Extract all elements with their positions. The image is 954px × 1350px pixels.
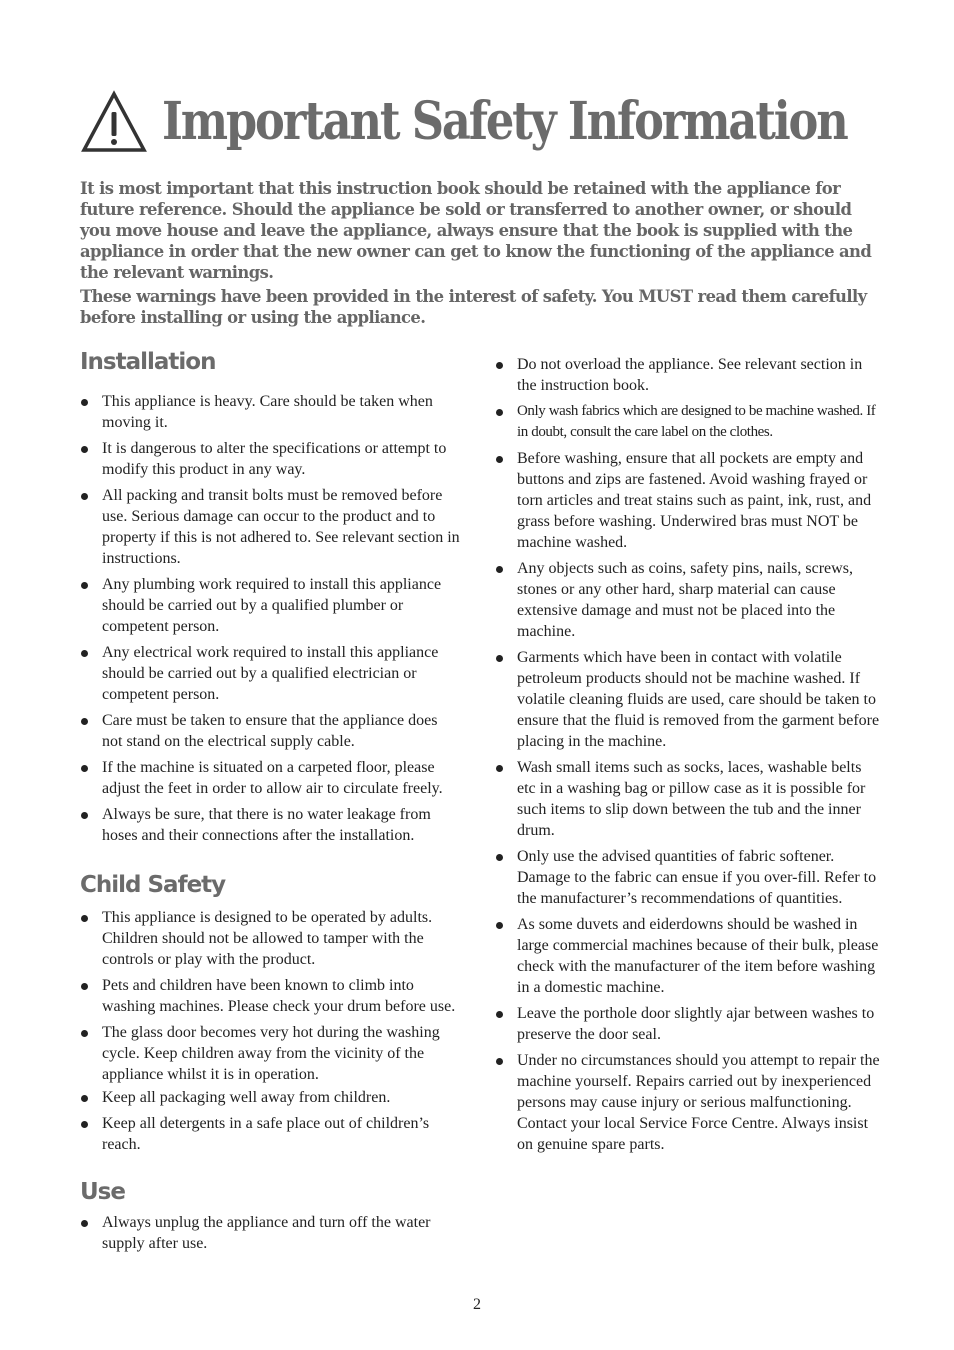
list-item: [495, 846, 880, 909]
list-item-text: Care must be taken to ensure that the appliance does not stand on the electrical supply cable.: [102, 712, 438, 750]
bullet-icon: [496, 1058, 503, 1065]
list-item: [80, 438, 460, 480]
bullet-icon: [81, 915, 88, 922]
bullet-icon: [496, 456, 503, 463]
list-item: [80, 804, 460, 846]
child-safety-list: [80, 907, 460, 1155]
list-item-text: It is dangerous to alter the specifications or attempt to modify this product in any way.: [102, 440, 447, 478]
bullet-icon: [81, 983, 88, 990]
list-item-text: Keep all detergents in a safe place out of children’s reach.: [102, 1115, 430, 1153]
list-item-text: The glass door becomes very hot during the washing cycle. Keep children away from the vicinity of the appliance whilst it is in operation.: [102, 1024, 440, 1083]
page-title: Important Safety Information: [162, 90, 847, 152]
intro-paragraph: It is most important that this instruction book should be retained with the appliance for future reference. Should the appliance be sold or transferred to another owner, or should you move house and leave the appliance, always ensure that the book is supplied with the appliance in order that the new owner can get to know the functioning of the appliance and the relevant warnings.: [80, 179, 872, 282]
list-item-text: If the machine is situated on a carpeted floor, please adjust the feet in order to allow air to circulate freely.: [102, 759, 443, 797]
installation-list: [80, 391, 460, 846]
bullet-icon: [496, 566, 503, 573]
list-item: [80, 710, 460, 752]
bullet-icon: [81, 1095, 88, 1102]
bullet-icon: [496, 362, 503, 369]
list-item-text: Always unplug the appliance and turn off the water supply after use.: [102, 1214, 431, 1252]
list-item-text: Leave the porthole door slightly ajar between washes to preserve the door seal.: [517, 1005, 875, 1043]
bullet-icon: [81, 1121, 88, 1128]
list-item: [80, 1212, 460, 1254]
list-item: [80, 1022, 460, 1085]
bullet-icon: [81, 812, 88, 819]
list-item: [80, 642, 460, 705]
list-item: [80, 391, 460, 433]
section-heading-installation: Installation: [80, 349, 216, 375]
list-item: [495, 914, 880, 998]
use-list-part-2: [495, 354, 880, 1155]
list-item: [495, 1050, 880, 1155]
list-item-text: Wash small items such as socks, laces, washable belts etc in a washing bag or pillow case as it is possible for such items to slip down between the tub and the inner drum.: [517, 759, 866, 839]
right-column: [495, 354, 880, 1160]
page-number: 2: [473, 1296, 481, 1313]
list-item-text: Before washing, ensure that all pockets are empty and buttons and zips are fastened. Avoid washing frayed or torn articles and treat stains such as paint, ink, rust, and grass before washing. Underwired bras must NOT be machine washed.: [517, 450, 872, 551]
bullet-icon: [81, 582, 88, 589]
bullet-icon: [496, 854, 503, 861]
list-item-text: Any objects such as coins, safety pins, nails, screws, stones or any other hard, sharp material can cause extensive damage and must not be placed into the machine.: [517, 560, 853, 640]
bullet-icon: [81, 493, 88, 500]
list-item: [80, 975, 460, 1017]
list-item-text: Any electrical work required to install this appliance should be carried out by a qualified electrician or competent person.: [102, 644, 439, 703]
bullet-icon: [496, 1011, 503, 1018]
bullet-icon: [81, 765, 88, 772]
warning-triangle-icon: [80, 88, 148, 154]
list-item: [495, 558, 880, 642]
bullet-icon: [496, 765, 503, 772]
list-item-text: This appliance is heavy. Care should be taken when moving it.: [102, 393, 433, 431]
list-item: [495, 401, 880, 443]
list-item-text: Under no circumstances should you attempt to repair the machine yourself. Repairs carried out by inexperienced persons may cause injury or serious malfunctioning. Contact your local Service Force Centre. Always insist on genuine spare parts.: [517, 1052, 880, 1153]
list-item-text: As some duvets and eiderdowns should be washed in large commercial machines because of their bulk, please check with the manufacturer of the item before washing in a domestic machine.: [517, 916, 879, 996]
list-item: [495, 1003, 880, 1045]
list-item-text: Any plumbing work required to install this appliance should be carried out by a qualified plumber or competent person.: [102, 576, 442, 635]
list-item-text: Garments which have been in contact with volatile petroleum products should not be machine washed. If volatile cleaning fluids are used, care should be taken to ensure that the fluid is removed from the garment before placing in the machine.: [517, 649, 880, 750]
bullet-icon: [81, 650, 88, 657]
list-item-text: Pets and children have been known to climb into washing machines. Please check your drum before use.: [102, 977, 456, 1015]
list-item: [495, 647, 880, 752]
bullet-icon: [496, 409, 503, 416]
use-list-part-1: [80, 1212, 460, 1254]
bullet-icon: [81, 718, 88, 725]
bullet-icon: [81, 446, 88, 453]
intro-block: [80, 178, 880, 328]
section-heading-child-safety: Child Safety: [80, 872, 226, 898]
list-item-text: Only wash fabrics which are designed to be machine washed. If in doubt, consult the care label on the clothes.: [517, 403, 876, 440]
bullet-icon: [81, 399, 88, 406]
list-item-text: All packing and transit bolts must be removed before use. Serious damage can occur to the product and to property if this is not adhered to. See relevant section in instructions.: [102, 487, 460, 567]
bullet-icon: [81, 1030, 88, 1037]
list-item: [80, 1113, 460, 1155]
section-heading-use: Use: [80, 1179, 125, 1205]
list-item-text: Always be sure, that there is no water leakage from hoses and their connections after the installation.: [102, 806, 431, 844]
intro-paragraph: These warnings have been provided in the interest of safety. You MUST read them carefully before installing or using the appliance.: [80, 287, 867, 327]
list-item: [80, 485, 460, 569]
list-item: [80, 907, 460, 970]
list-item-text: Only use the advised quantities of fabric softener. Damage to the fabric can ensue if you over-fill. Refer to the manufacturer’s recommendations of quantities.: [517, 848, 877, 907]
title-row: [80, 86, 954, 156]
left-column: [80, 346, 460, 1259]
list-item: [495, 448, 880, 553]
list-item-text: Keep all packaging well away from children.: [102, 1089, 391, 1106]
list-item-text: Do not overload the appliance. See relevant section in the instruction book.: [517, 356, 863, 394]
list-item: [80, 574, 460, 637]
list-item: [495, 757, 880, 841]
list-item: [80, 1087, 460, 1108]
list-item: [495, 354, 880, 396]
list-item-text: This appliance is designed to be operated by adults. Children should not be allowed to tamper with the controls or play with the product.: [102, 909, 433, 968]
bullet-icon: [496, 655, 503, 662]
bullet-icon: [496, 922, 503, 929]
bullet-icon: [81, 1220, 88, 1227]
list-item: [80, 757, 460, 799]
